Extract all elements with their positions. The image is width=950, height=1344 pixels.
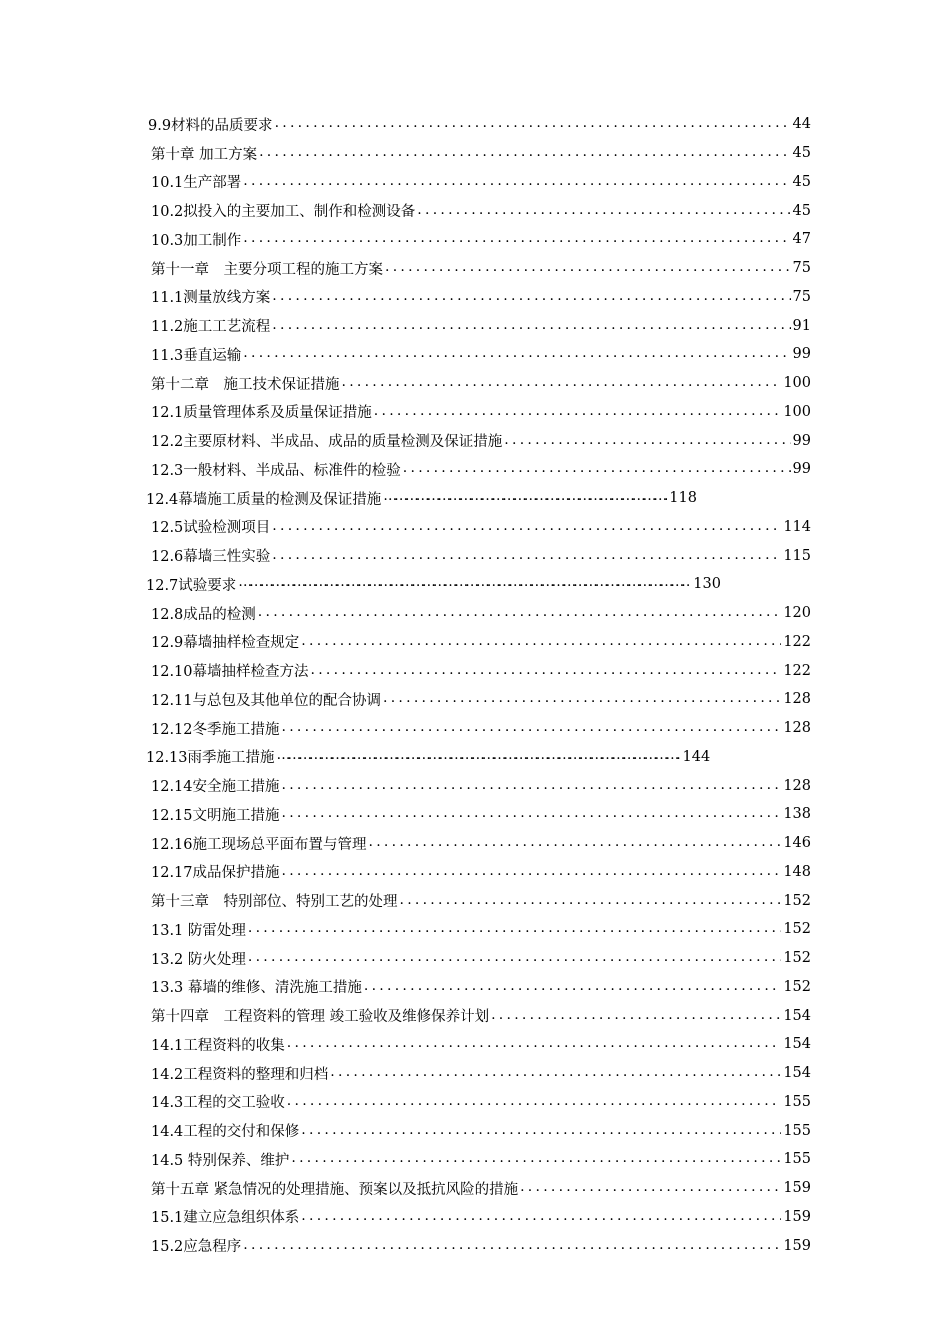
dot-leader xyxy=(282,778,782,794)
toc-entry[interactable] xyxy=(0,1145,811,1174)
dot-leader xyxy=(301,1209,781,1225)
toc-entry-title: 第十章 加工方案 xyxy=(151,146,258,163)
toc-entry[interactable] xyxy=(0,168,811,197)
dot-leader xyxy=(243,231,790,247)
dot-leader xyxy=(369,835,782,851)
toc-entry-title: 12.17成品保护措施 xyxy=(151,865,280,882)
toc-entry[interactable] xyxy=(0,685,811,714)
toc-entry-page-number: 122 xyxy=(783,633,811,650)
toc-entry-page-number: 155 xyxy=(783,1151,811,1168)
toc-entry[interactable] xyxy=(0,254,811,283)
toc-entry-title: 10.1生产部署 xyxy=(151,175,242,192)
toc-entry-title: 10.2拟投入的主要加工、制作和检测设备 xyxy=(151,204,416,221)
toc-entry-page-number: 99 xyxy=(792,432,811,449)
toc-entry-page-number: 99 xyxy=(792,461,811,478)
toc-entry[interactable] xyxy=(0,369,811,398)
toc-entry[interactable] xyxy=(0,599,811,628)
toc-entry-title: 第十三章 特别部位、特别工艺的处理 xyxy=(151,894,398,911)
dot-leader xyxy=(258,605,782,621)
toc-entry-title: 14.1工程资料的收集 xyxy=(151,1037,285,1054)
toc-entry-title: 12.2主要原材料、半成品、成品的质量检测及保证措施 xyxy=(151,434,503,451)
toc-entry-page-number: 75 xyxy=(792,288,811,305)
toc-entry-page-number: 130 xyxy=(693,576,721,593)
toc-entry[interactable] xyxy=(0,829,811,858)
toc-entry-page-number: 159 xyxy=(783,1180,811,1197)
dot-leader xyxy=(272,318,790,334)
toc-entry-page-number: 155 xyxy=(783,1093,811,1110)
toc-entry-title: 12.9幕墙抽样检查规定 xyxy=(151,635,300,652)
dot-leader xyxy=(504,433,790,449)
dot-leader xyxy=(330,1065,781,1081)
toc-entry-page-number: 159 xyxy=(783,1237,811,1254)
dot-leader xyxy=(520,1180,781,1196)
toc-entry-title: 11.1测量放线方案 xyxy=(151,290,271,307)
dot-leader xyxy=(243,174,790,190)
toc-entry-title: 13.1 防雷处理 xyxy=(151,922,246,939)
dot-leader xyxy=(374,404,782,420)
toc-entry-title: 第十二章 施工技术保证措施 xyxy=(151,376,340,393)
toc-entry-page-number: 120 xyxy=(783,605,811,622)
dot-leader xyxy=(275,116,791,132)
toc-entry[interactable] xyxy=(0,570,950,599)
toc-entry-title: 15.1建立应急组织体系 xyxy=(151,1210,300,1227)
toc-entry[interactable] xyxy=(0,1116,811,1145)
toc-entry[interactable] xyxy=(0,541,811,570)
toc-entry-page-number: 75 xyxy=(792,260,811,277)
toc-entry-page-number: 138 xyxy=(783,806,811,823)
dot-leader xyxy=(301,1123,781,1139)
toc-entry[interactable] xyxy=(0,944,811,973)
toc-entry[interactable] xyxy=(0,628,811,657)
toc-entry[interactable] xyxy=(0,973,811,1002)
toc-entry-title: 12.1质量管理体系及质量保证措施 xyxy=(151,405,372,422)
toc-entry-page-number: 99 xyxy=(792,346,811,363)
dot-leader xyxy=(282,720,782,736)
toc-entry-title: 14.2工程资料的整理和归档 xyxy=(151,1066,329,1083)
toc-entry-page-number: 146 xyxy=(783,835,811,852)
toc-entry[interactable] xyxy=(0,886,811,915)
toc-entry-title: 13.3 幕墙的维修、清洗施工措施 xyxy=(151,980,362,997)
toc-entry-title: 第十五章 紧急情况的处理措施、预案以及抵抗风险的措施 xyxy=(151,1181,519,1198)
toc-entry-page-number: 122 xyxy=(783,662,811,679)
dot-leader xyxy=(383,490,667,506)
dot-leader xyxy=(282,864,782,880)
dot-leader xyxy=(311,663,782,679)
toc-entry[interactable] xyxy=(0,513,811,542)
toc-entry-title: 14.4工程的交付和保修 xyxy=(151,1124,300,1141)
toc-entry-page-number: 115 xyxy=(783,547,811,564)
toc-entry[interactable] xyxy=(0,283,811,312)
toc-entry-page-number: 128 xyxy=(783,691,811,708)
toc-entry-title: 12.14安全施工措施 xyxy=(151,779,280,796)
toc-entry-title: 13.2 防火处理 xyxy=(151,951,246,968)
toc-entry[interactable] xyxy=(0,1059,811,1088)
dot-leader xyxy=(243,1238,781,1254)
toc-entry[interactable] xyxy=(0,1203,811,1232)
toc-entry[interactable] xyxy=(0,110,811,139)
toc-entry-page-number: 144 xyxy=(682,748,711,765)
toc-entry[interactable] xyxy=(0,1001,811,1030)
toc-entry-title: 12.12冬季施工措施 xyxy=(151,721,280,738)
toc-entry-page-number: 159 xyxy=(783,1208,811,1225)
dot-leader xyxy=(417,203,790,219)
toc-entry-page-number: 152 xyxy=(783,921,811,938)
toc-entry[interactable] xyxy=(0,225,811,254)
toc-entry-page-number: 155 xyxy=(783,1122,811,1139)
dot-leader xyxy=(282,806,782,822)
toc-entry[interactable] xyxy=(0,858,811,887)
toc-entry-page-number: 45 xyxy=(792,145,811,162)
toc-entry-title: 11.3垂直运输 xyxy=(151,347,242,364)
toc-entry-title: 11.2施工工艺流程 xyxy=(151,319,271,336)
dot-leader xyxy=(272,289,790,305)
dot-leader xyxy=(248,950,781,966)
toc-entry-page-number: 47 xyxy=(792,231,811,248)
toc-entry-title: 12.4幕墙施工质量的检测及保证措施 xyxy=(146,491,382,508)
toc-entry-page-number: 152 xyxy=(783,950,811,967)
toc-entry-title: 12.13雨季施工措施 xyxy=(146,750,275,767)
toc-entry-page-number: 114 xyxy=(783,518,811,535)
toc-entry-title: 12.8成品的检测 xyxy=(151,606,256,623)
toc-entry-title: 9.9材料的品质要求 xyxy=(148,117,273,134)
toc-entry[interactable] xyxy=(0,1088,811,1117)
toc-entry[interactable] xyxy=(0,311,811,340)
toc-entry[interactable] xyxy=(0,455,811,484)
toc-entry[interactable] xyxy=(0,1231,811,1260)
toc-entry[interactable] xyxy=(0,1174,811,1203)
toc-entry[interactable] xyxy=(0,915,811,944)
toc-entry-title: 第十一章 主要分项工程的施工方案 xyxy=(151,261,383,278)
toc-entry-title: 12.5试验检测项目 xyxy=(151,520,271,537)
toc-entry[interactable] xyxy=(0,714,811,743)
dot-leader xyxy=(364,979,781,995)
dot-leader xyxy=(287,1036,782,1052)
toc-entry-page-number: 91 xyxy=(792,317,811,334)
dot-leader xyxy=(491,1008,781,1024)
toc-entry-page-number: 128 xyxy=(783,720,811,737)
dot-leader xyxy=(301,634,781,650)
toc-entry[interactable] xyxy=(0,426,811,455)
toc-entry-page-number: 152 xyxy=(783,892,811,909)
toc-entry-title: 14.5 特别保养、维护 xyxy=(151,1152,290,1169)
toc-entry-title: 12.11与总包及其他单位的配合协调 xyxy=(151,692,382,709)
toc-entry-page-number: 45 xyxy=(792,173,811,190)
dot-leader xyxy=(243,346,790,362)
toc-entry-page-number: 154 xyxy=(783,1036,811,1053)
dot-leader xyxy=(291,1151,781,1167)
dot-leader xyxy=(272,519,781,535)
toc-entry-page-number: 148 xyxy=(783,863,811,880)
dot-leader xyxy=(403,461,791,477)
dot-leader xyxy=(277,749,681,765)
toc-entry[interactable] xyxy=(0,139,811,168)
toc-entry-title: 12.7试验要求 xyxy=(146,577,237,594)
toc-entry-title: 第十四章 工程资料的管理 竣工验收及维修保养计划 xyxy=(151,1009,490,1026)
toc-entry-page-number: 154 xyxy=(783,1007,811,1024)
toc-entry-page-number: 152 xyxy=(783,978,811,995)
dot-leader xyxy=(342,375,782,391)
toc-entry-title: 10.3加工制作 xyxy=(151,232,242,249)
dot-leader xyxy=(248,921,781,937)
toc-entry[interactable] xyxy=(0,340,811,369)
toc-entry-page-number: 100 xyxy=(783,375,811,392)
toc-entry[interactable] xyxy=(0,196,811,225)
dot-leader xyxy=(272,548,781,564)
toc-entry-title: 12.6幕墙三性实验 xyxy=(151,549,271,566)
table-of-contents xyxy=(0,110,950,1260)
toc-entry-page-number: 100 xyxy=(783,403,811,420)
toc-entry-page-number: 45 xyxy=(792,202,811,219)
toc-entry-title: 12.16施工现场总平面布置与管理 xyxy=(151,836,367,853)
toc-entry[interactable] xyxy=(0,800,811,829)
toc-entry[interactable] xyxy=(0,656,811,685)
toc-entry-page-number: 118 xyxy=(669,490,697,507)
dot-leader xyxy=(400,893,782,909)
dot-leader xyxy=(287,1094,782,1110)
toc-entry-title: 14.3工程的交工验收 xyxy=(151,1095,285,1112)
toc-entry[interactable] xyxy=(0,1030,811,1059)
dot-leader xyxy=(238,576,691,592)
toc-entry-title: 12.3一般材料、半成品、标准件的检验 xyxy=(151,462,401,479)
dot-leader xyxy=(383,691,781,707)
toc-entry[interactable] xyxy=(0,398,811,427)
dot-leader xyxy=(259,145,790,161)
toc-entry[interactable] xyxy=(0,743,950,772)
toc-entry-title: 12.10幕墙抽样检查方法 xyxy=(151,664,309,681)
toc-entry[interactable] xyxy=(0,484,950,513)
toc-entry-page-number: 44 xyxy=(792,116,811,133)
toc-entry-page-number: 128 xyxy=(783,777,811,794)
dot-leader xyxy=(385,260,791,276)
toc-entry[interactable] xyxy=(0,771,811,800)
toc-entry-title: 12.15文明施工措施 xyxy=(151,807,280,824)
toc-entry-page-number: 154 xyxy=(783,1065,811,1082)
toc-entry-title: 15.2应急程序 xyxy=(151,1239,242,1256)
